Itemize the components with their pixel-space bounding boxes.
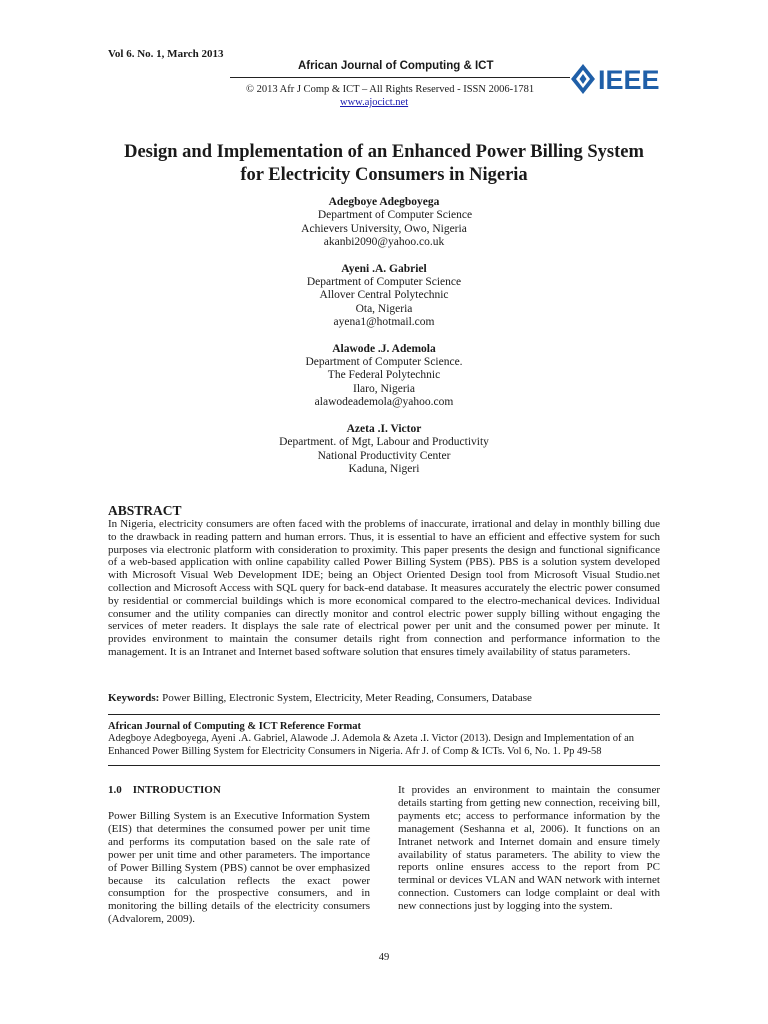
journal-website-link[interactable]: www.ajocict.net bbox=[340, 97, 409, 108]
volume-info: Vol 6. No. 1, March 2013 bbox=[108, 48, 224, 60]
author-affiliation: Allover Central Polytechnic bbox=[319, 289, 449, 302]
author-block bbox=[0, 343, 768, 410]
author-affiliation: National Productivity Center bbox=[317, 449, 451, 462]
author-affiliation: Kaduna, Nigeri bbox=[348, 462, 420, 475]
title-line: for Electricity Consumers in Nigeria bbox=[240, 165, 528, 185]
keywords-label: Keywords: bbox=[108, 692, 160, 704]
author-affiliation: Ota, Nigeria bbox=[355, 302, 413, 315]
author-affiliation: Ilaro, Nigeria bbox=[353, 382, 415, 395]
author-block bbox=[0, 196, 768, 250]
author-name: Ayeni .A. Gabriel bbox=[341, 262, 427, 275]
title-line: Design and Implementation of an Enhanced Power Billing System bbox=[124, 142, 644, 162]
abstract-heading: ABSTRACT bbox=[108, 503, 182, 518]
ieee-diamond-icon bbox=[571, 64, 595, 94]
ieee-logo-text: IEEE bbox=[598, 65, 660, 95]
author-affiliation: Department of Computer Science bbox=[317, 209, 473, 222]
introduction-heading: 1.0 INTRODUCTION bbox=[108, 784, 221, 796]
reference-format-text: Adegboye Adegboyega, Ayeni .A. Gabriel, Alawode .J. Ademola & Azeta .I. Victor (2013). Design and Implementation of an Enhanced Power Billing System for Electricity Consumers in Nigeria. Afr J. of Comp & ICTs. Vol 6, No. 1. Pp 49-58 bbox=[108, 733, 634, 757]
page-number: 49 bbox=[378, 952, 390, 963]
author-name: Azeta .I. Victor bbox=[346, 422, 422, 435]
author-affiliation: Department. of Mgt, Labour and Productivity bbox=[279, 436, 489, 449]
keywords-text: Power Billing, Electronic System, Electricity, Meter Reading, Consumers, Database bbox=[162, 692, 532, 704]
abstract-text: In Nigeria, electricity consumers are often faced with the problems of inaccurate, irrational and delay in monthly billing due to the drawback in reading pattern and human errors. Thus, it is essential to have an efficient and effective system for such purposes via electronic platform with consideration to proximity. This paper presents the design and functional significance of a web-based application with online capability called Power Billing System (PBS). PBS is a solution system developed with Microsoft Visual Web Development IDE; being an Object Oriented Design tool from Microsoft Visual Studio.net collection and Microsoft Access with SQL query for back-end database. It measures accurately the electric power consumed by residential or commercial buildings which is more economical compared to the electro-mechanical devices. Individual consumer and the utility companies can directly monitor and control electric power supply billing without engaging the services of meter readers. It displays the sale rate of electrical power per unit and the consumed power per minute. It provides environment to maintain the consumer details right from connection and performance information to the management. It is an Intranet and Internet based software solution that ensures timely availability of status parameters. bbox=[108, 518, 660, 658]
author-affiliation: Department of Computer Science. bbox=[305, 356, 463, 369]
reference-bottom-rule bbox=[108, 765, 660, 766]
author-block bbox=[0, 423, 768, 477]
author-affiliation: The Federal Polytechnic bbox=[327, 369, 441, 382]
author-affiliation: Achievers University, Owo, Nigeria bbox=[301, 222, 467, 235]
introduction-right-column: It provides an environment to maintain the consumer details starting from getting new connection, receiving bill, payments etc; access to performance information by the management (Seshanna et al, 2006). It functions on an Intranet network and Internet domain and ensure timely availability of status parameters. The ability to view the reports online ensures access to the report from PC terminal or devices VLAN and WAN network with internet connection. Customers can lodge complaint or deal with new connections just by logging into the system. bbox=[398, 784, 660, 913]
journal-name: African Journal of Computing & ICT bbox=[298, 60, 494, 72]
reference-format-heading: African Journal of Computing & ICT Reference Format bbox=[108, 721, 362, 732]
author-list bbox=[0, 196, 768, 489]
paper-title bbox=[0, 141, 768, 187]
author-name: Alawode .J. Ademola bbox=[332, 342, 436, 355]
reference-top-rule bbox=[108, 714, 660, 715]
author-email: ayena1@hotmail.com bbox=[333, 316, 435, 329]
ieee-logo bbox=[568, 62, 672, 96]
copyright-notice: © 2013 Afr J Comp & ICT – All Rights Reserved - ISSN 2006-1781 bbox=[246, 84, 535, 95]
author-block bbox=[0, 263, 768, 330]
author-email: akanbi2090@yahoo.co.uk bbox=[323, 236, 445, 249]
keywords bbox=[108, 692, 668, 704]
author-name: Adegboye Adegboyega bbox=[328, 196, 440, 208]
header-divider bbox=[230, 77, 570, 78]
introduction-left-column: Power Billing System is an Executive Information System (EIS) that determines the consumed power per unit time and performs its computation based on the sale rate of power per unit time and other parameters. The importance of Power Billing System (PBS) cannot be over emphasized because its calculation reflects the exact power consumption for the prospective consumers, and in monitoring the billing details of the electricity consumers (Advalorem, 2009). bbox=[108, 810, 370, 926]
author-affiliation: Department of Computer Science bbox=[306, 276, 462, 289]
author-email: alawodeademola@yahoo.com bbox=[314, 396, 454, 409]
